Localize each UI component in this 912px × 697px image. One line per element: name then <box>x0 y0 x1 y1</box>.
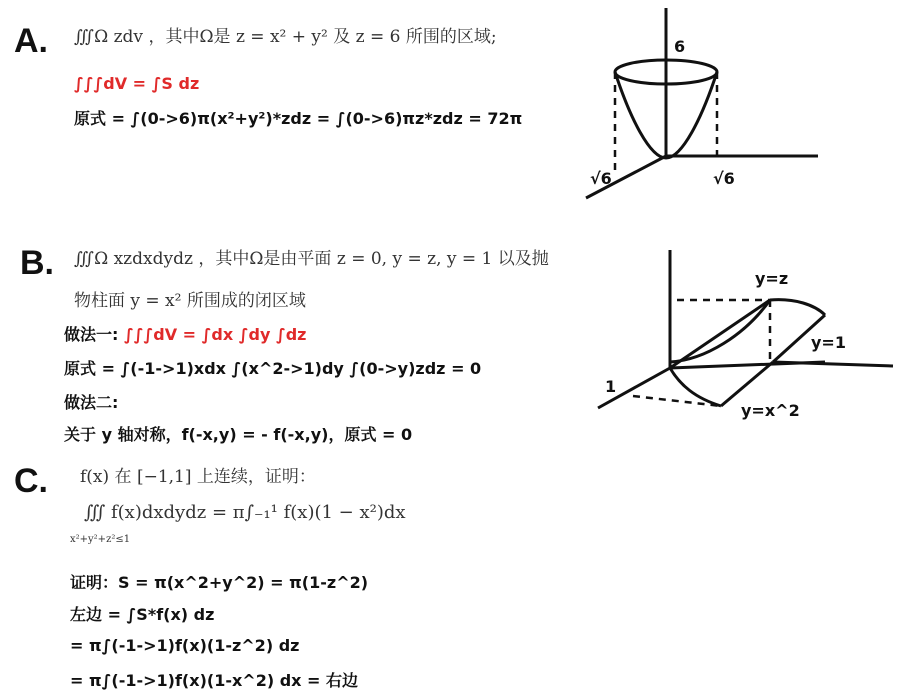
section-b-letter: B. <box>20 244 54 282</box>
section-b-method2-title: 做法二: <box>64 393 119 412</box>
section-b-problem-line2: 物柱面 y = x² 所围成的闭区域 <box>74 291 306 311</box>
section-b-method1 <box>64 322 306 345</box>
label-right-sqrt6: √6 <box>713 169 735 188</box>
proof-line-2: 左边 = ∫S*f(x) dz <box>70 605 215 624</box>
section-a-problem: ∭Ω zdv ，其中Ω是 z = x² + y² 及 z = 6 所围的区域; <box>74 27 497 47</box>
section-b-method2-text: 关于 y 轴对称，f(-x,y) = - f(-x,y)，原式 = 0 <box>64 425 413 444</box>
proof-line-3: = π∫(-1->1)f(x)(1-z^2) dz <box>70 636 300 655</box>
proof-line-4: = π∫(-1->1)f(x)(1-x^2) dx = 右边 <box>70 671 359 690</box>
proof-line-1: 证明：S = π(x^2+y^2) = π(1-z^2) <box>70 573 369 592</box>
section-a-letter: A. <box>14 22 48 60</box>
label-y-equals-1: y=1 <box>811 333 846 352</box>
section-a-method: ∫∫∫dV = ∫S dz <box>74 74 200 93</box>
label-y-equals-x2: y=x^2 <box>741 401 800 420</box>
label-y-equals-z: y=z <box>755 269 789 288</box>
section-c-problem-subscript: x²+y²+z²≤1 <box>70 534 131 545</box>
section-a-result: 原式 = ∫(0->6)π(x²+y²)*zdz = ∫(0->6)πz*zdz = 72π <box>74 109 523 128</box>
method1-prefix: 做法一: <box>64 325 124 344</box>
section-b-problem-line1: ∭Ω xzdxdydz ，其中Ω是由平面 z = 0, y = z, y = 1 以及抛 <box>74 249 549 269</box>
region-figure <box>595 250 895 430</box>
section-b-method1-result: 原式 = ∫(-1->1)xdx ∫(x^2->1)dy ∫(0->y)zdz = 0 <box>64 359 482 378</box>
label-one: 1 <box>605 377 617 396</box>
section-c-problem-line1: f(x) 在 [−1,1] 上连续，证明： <box>80 467 316 487</box>
label-left-sqrt6: √6 <box>590 169 612 188</box>
method1-formula: ∫∫∫dV = ∫dx ∫dy ∫dz <box>123 325 307 344</box>
paraboloid-figure <box>580 8 850 208</box>
section-c-problem-line2: ∭ f(x)dxdydz = π∫₋₁¹ f(x)(1 − x²)dx <box>84 502 406 523</box>
section-c-letter: C. <box>14 462 48 500</box>
label-height-6: 6 <box>674 37 686 56</box>
